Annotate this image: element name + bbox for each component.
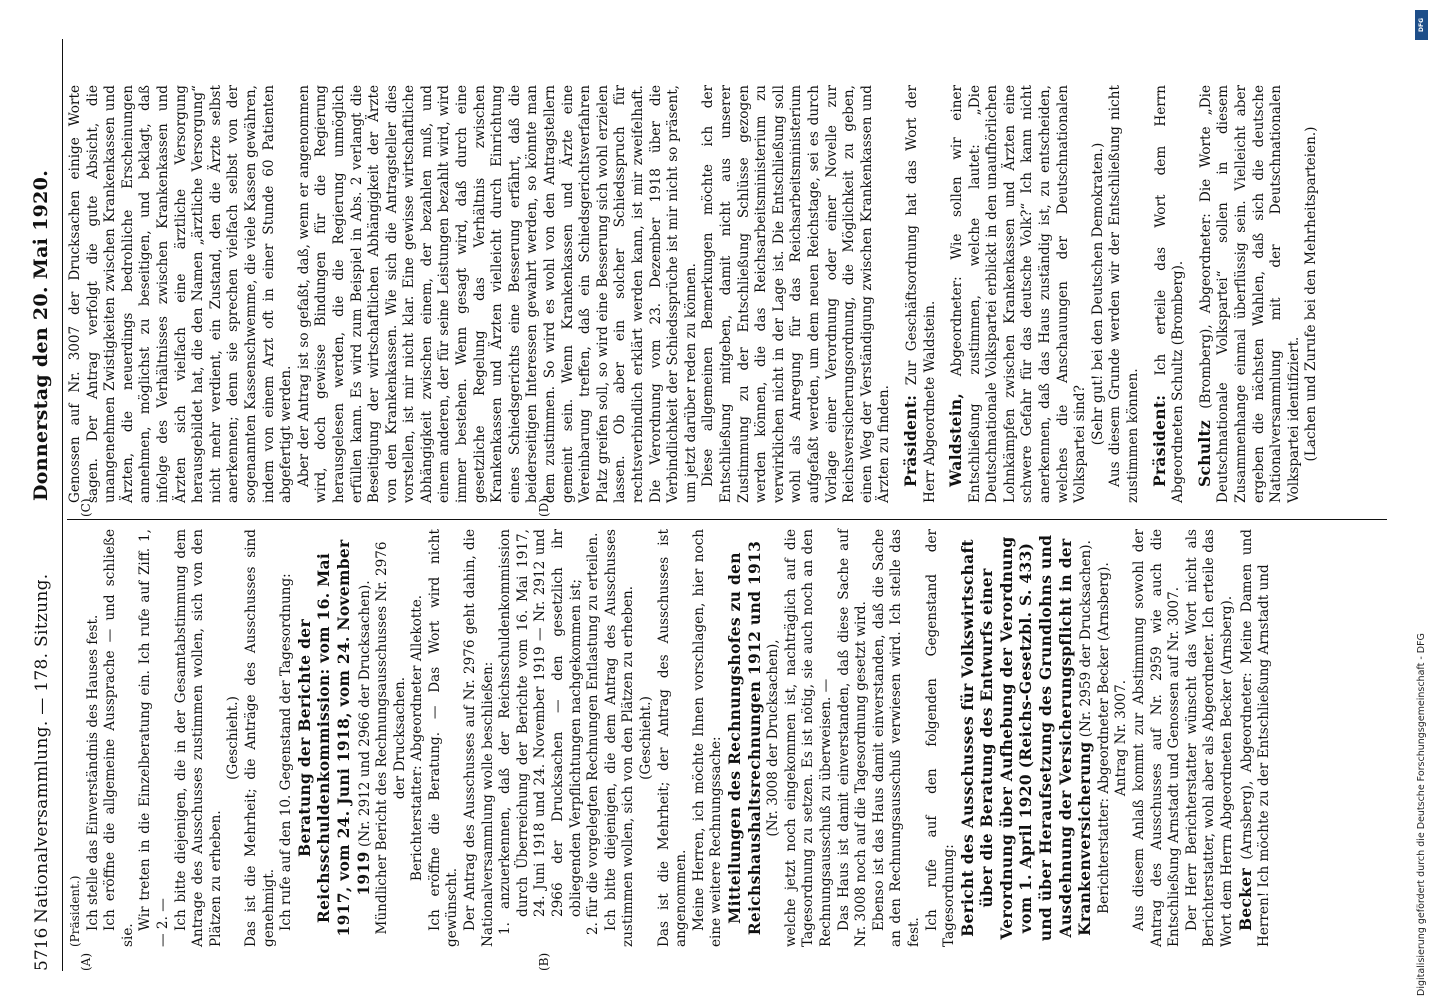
paragraph: Der Herr Berichterstatter wünscht das Wort nicht als Berichterstatter, wohl aber als Abgeordneter. Ich erteile das Wort dem Herrn Abgeordneten Becker (Arnsberg). — [1183, 529, 1235, 947]
text-columns — [67, 39, 1387, 971]
paragraph: Ich bitte diejenigen, die in der Gesamtabstimmung dem Antrage des Ausschusses zustimmen wollen, sich von den Plätzen zu erheben. — [172, 529, 224, 947]
digitization-notice: Digitalisierung gefördert durch die Deutsche Forschungsgemeinschaft - DFG — [1416, 633, 1427, 996]
margin-mark-a: (A) — [79, 952, 93, 971]
agenda-item-ref: (Nr. 2912 und 2966 der Drucksachen). — [356, 580, 373, 847]
agenda-item-heading — [726, 529, 783, 947]
right-column — [67, 85, 1321, 503]
agenda-item-title: Bericht des Ausschusses für Volkswirtschaft über die Beratung des Entwurfs einer Verordnung über Aufhebung der Verordnung vom 1. April 1920 (Reichs-Gesetzbl. S. 433) und über Heraufsetzung des Grundlohns und Ausdehnung der Versicherungspflicht in der Krankenversicherung — [957, 534, 1095, 942]
paragraph: Ich stelle das Einverständnis des Hauses fest. — [84, 614, 101, 931]
paragraph: Ich eröffne die Beratung. — Das Wort wird nicht gewünscht. — [426, 529, 461, 947]
paragraph: Aber der Antrag ist so gefaßt, daß, wenn er angenommen wird, doch gewisse Bindungen für die Regierung herausgelesen werden, die die Regierung unmöglich erfüllen kann. Es wird zum Beispiel in Abs. 2 verlangt die Beseitigung der wirtschaftlichen Abhängigkeit der Ärzte von den Krankenkassen. Wie sich die Antragsteller dies vorstellen, ist mir nicht klar. Eine gewisse wirtschaftliche Abhängigkeit zwischen einem, der bezahlen muß, und einem anderen, der für seine Leistungen bezahlt wird, wird immer bestehen. Wenn gesagt wird, daß durch eine gesetzliche Regelung das Verhältnis zwischen Krankenkassen und Ärzten vielleicht durch Einrichtung eines Schiedsgerichts eine Besserung erfährt, daß die beiderseitigen Interessen gewahrt werden, so könnte man dem zustimmen. So wird es wohl von den Antragstellern gemeint sein. Wenn Krankenkassen und Ärzte eine Vereinbarung treffen, daß ein Schiedsgerichtsverfahren Platz greifen soll, so wird eine Besserung sich wohl erzielen lassen. Ob aber ein solcher Schiedsspruch für rechtsverbindlich erklärt werden kann, ist mir zweifelhaft. Die Verordnung vom 23. Dezember 1918 über die Verbindlichkeit der Schiedssprüche ist mir nicht so präsent, um jetzt darüber reden zu können. — [295, 85, 699, 503]
session-title: Nationalversammlung. — 178. Sitzung. — [32, 573, 52, 923]
speaker-name: Schultz — [1194, 419, 1214, 487]
agenda-item-title: Mitteilungen des Rechnungshofes zu den Reichshaushaltsrechnungen 1912 und 1913 — [724, 540, 764, 936]
speech-start — [947, 85, 1090, 503]
rapporteur-note: Berichterstatter: Abgeordneter Allekotte. — [409, 594, 426, 882]
speech-text: Abgeordneter: Wie sollen wir einer Entschließung zustimmen, welche lautet: „Die Deutschnationale Volkspartei erblickt in den unaufhörlichen Lohnkämpfen zwischen Krankenkassen und Ärzten eine schwere Gefahr für das deutsche Volk?“ Ich kann nicht anerkennen, daß das Haus zuständig ist, zu entscheiden, welches die Anschauungen der Deutschnationalen Volkspartei sind? — [949, 85, 1089, 503]
stage-direction: (Geschieht.) — [638, 696, 654, 780]
paragraph: Aus diesem Anlaß kommt zur Abstimmung sowohl der Antrag des Ausschusses auf Nr. 2959 wie auch die Entschließung Arnstadt und Genossen auf Nr. 3007. — [1131, 529, 1183, 947]
margin-mark-c: (C) — [79, 498, 93, 517]
stage-direction: (Sehr gut! bei den Deutschen Demokraten.) — [1089, 142, 1106, 446]
protocol-sheet — [18, 25, 1408, 985]
speech-text: Zur Geschäftsordnung hat das Wort der Herr Abgeordnete Waldstein. — [903, 85, 938, 503]
paragraph: Ich rufe auf den 10. Gegenstand der Tagesordnung: — [278, 573, 295, 931]
speech-start — [1151, 85, 1188, 503]
stage-direction: (Lachen und Zurufe bei den Mehrheitsparteien.) — [1303, 126, 1320, 462]
page-header — [28, 39, 63, 971]
speaker-name: Waldstein, — [946, 392, 966, 487]
speech-start — [902, 85, 939, 503]
dfg-badge: DFG — [1418, 18, 1425, 33]
paragraph: Ich eröffne die allgemeine Aussprache — und schließe sie. — [102, 529, 136, 947]
page-number: 5716 — [32, 927, 52, 971]
speech-text: Ich erteile das Wort dem Herrn Abgeordneten Schultz (Bromberg). — [1152, 85, 1187, 503]
paragraph: Genossen auf Nr. 3007 der Drucksachen einige Worte sagen. Der Antrag verfolgt die gute Absicht, die unangenehmen Zwistigkeiten zwischen Krankenkassen und Ärzten, die neuerdings bedrohliche Erscheinungen annehmen, möglichst zu beseitigen, und beklagt, daß infolge des Verhältnisses zwischen Krankenkassen und Ärzten sich vielfach eine ärztliche Versorgung herausgebildet hat, die den Namen „ärztliche Versorgung“ nicht mehr verdient, ein Zustand, den die Ärzte selbst anerkennen; denn sie sprechen vielfach selbst von der sogenannten Kassenschwemme, die viele Kassen gewähren, indem von einem Arzt oft in einer Stunde 60 Patienten abgefertigt werden. — [67, 85, 295, 503]
speech-start — [1196, 85, 1304, 503]
agenda-item-ref: (Nr. 3008 der Drucksachen), — [765, 639, 782, 837]
left-column — [67, 529, 1274, 947]
agenda-item-heading — [296, 529, 374, 947]
list-item: 2. für die vorgelegten Rechnungen Entlastung zu erteilen. — [585, 532, 602, 935]
paragraph: Ich rufe auf den folgenden Gegenstand der Tagesordnung: — [923, 529, 958, 947]
paragraph: Das ist die Mehrheit; der Antrag des Ausschusses ist angenommen. — [655, 529, 690, 947]
session-date: Donnerstag den 20. Mai 1920. — [30, 169, 52, 501]
report-note: Mündlicher Bericht des Rechnungsausschusses Nr. 2976 der Drucksachen. — [374, 541, 408, 935]
speaker-name: Präsident: — [1149, 394, 1169, 487]
rapporteur-note: Berichterstatter: Abgeordneter Becker (Arnsberg). — [1095, 562, 1112, 914]
digitization-sidebar — [1415, 10, 1429, 995]
speaker-name: Präsident: — [900, 394, 920, 487]
agenda-item-ref: (Nr. 2959 der Drucksachen). — [1078, 540, 1095, 738]
stage-direction: (Geschieht.) — [225, 696, 242, 780]
margin-mark-b: (B) — [537, 952, 551, 971]
list-item: 1. anzuerkennen, daß der Reichsschuldenkommission durch Überreichung der Berichte vom 16. Mai 1917, 24. Juni 1918 und 24. November 1919 — Nr. 2912 und 2966 der Drucksachen — den gesetzlich ihr obliegenden Verpflichtungen nachgekommen ist; — [497, 529, 584, 935]
paragraph: Das Haus ist damit einverstanden, daß diese Sache auf Nr. 3008 noch auf die Tagesordnung gesetzt wird. — [835, 529, 870, 947]
agenda-item-heading — [959, 529, 1096, 947]
paragraph: Der Antrag des Ausschusses auf Nr. 2976 geht dahin, die Nationalversammlung wolle beschließen: — [462, 529, 496, 947]
paragraph: Ebenso ist das Haus damit einverstanden, daß die Sache an den Rechnungsausschuß verwiesen wird. Ich stelle das fest. — [870, 529, 922, 947]
paragraph: welche jetzt noch eingekommen ist, nachträglich auf die Tagesordnung zu setzen. Es ist nötig, sie auch noch an den Rechnungsausschuß zu überweisen. — — [782, 529, 834, 947]
column-divider — [67, 519, 1387, 520]
paragraph: Diese allgemeinen Bemerkungen möchte ich der Entschließung mitgeben, damit nicht aus unserer Zustimmung zu der Entschließung Schlüsse gezogen werden können, die das Reichsarbeitsministerium zu verwirklichen nicht in der Lage ist. Die Entschließung soll wohl als Anregung für das Reichsarbeitsministerium aufgefaßt werden, um dem neuen Reichstage, sei es durch Vorlage einer Verordnung oder einer Novelle zur Reichsversicherungsordnung, die Möglichkeit zu geben, einen Weg der Verständigung zwischen Krankenkassen und Ärzten zu finden. — [700, 85, 893, 503]
paragraph: Meine Herren, ich möchte Ihnen vorschlagen, hier noch eine weitere Rechnungssache: — [690, 529, 725, 947]
agenda-item-title: Beratung der Berichte der Reichsschuldenkommission: vom 16. Mai 1917, vom 24. Juni 1918, vom 24. November 1919 — [294, 539, 373, 937]
speaker-name: Becker — [1235, 868, 1255, 931]
paragraph: Wir treten in die Einzelberatung ein. Ich rufe auf Ziff. 1, — 2. — — [137, 529, 171, 947]
motion-ref: Antrag Nr. 3007. — [1113, 679, 1130, 797]
margin-mark-d: (D) — [537, 498, 551, 517]
speech-start — [1237, 529, 1274, 947]
speech-text: (Bromberg), Abgeordneter: Die Worte „Die Deutschnationale Volkspartei“ sollen in diesem Zusammenhange einmal überflüssig sein. Vielleicht aber ergeben die nächsten Wahlen, daß sich die deutsche Nationalversammlung mit der Deutschnationalen Volkspartei identifiziert. — [1197, 85, 1302, 503]
paragraph: Ich bitte diejenigen, die dem Antrag des Ausschusses zustimmen wollen, sich von den Plätzen zu erheben. — [602, 529, 637, 947]
speaker-label: (Präsident.) — [68, 875, 82, 947]
paragraph: Das ist die Mehrheit; die Anträge des Ausschusses sind genehmigt. — [242, 529, 277, 947]
speech-text: (Arnsberg), Abgeordneter: Meine Damen und Herren! Ich möchte zu der Entschließung Arnstadt und — [1238, 529, 1273, 947]
paragraph: Aus diesem Grunde werden wir der Entschließung nicht zustimmen können. — [1107, 85, 1142, 503]
